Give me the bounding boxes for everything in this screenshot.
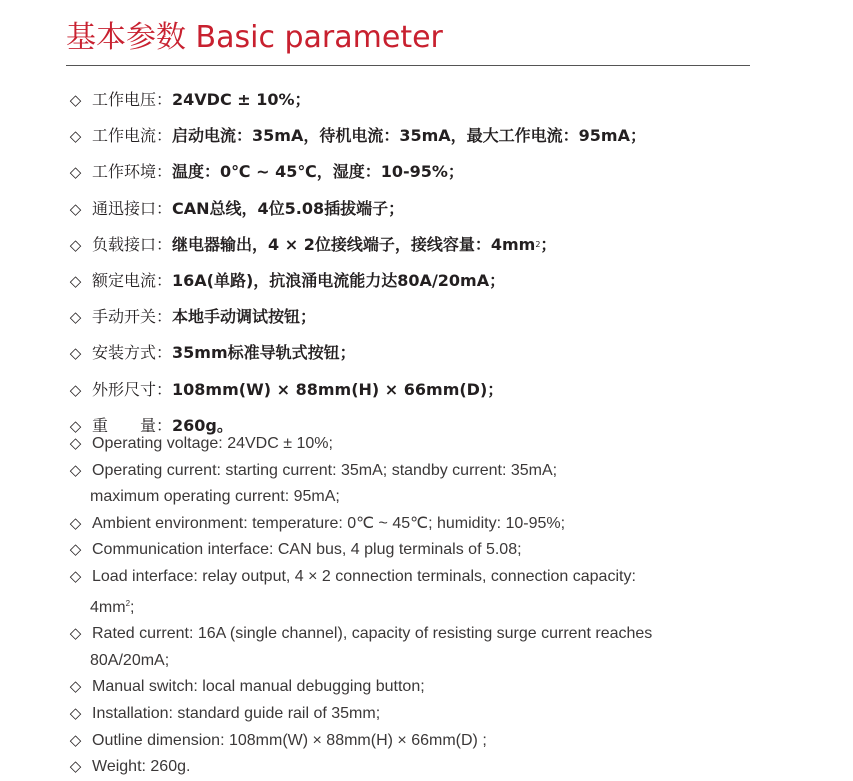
parameter-label: 负载接口： [92,234,173,254]
diamond-bullet-icon: ◇ [69,435,82,452]
parameter-value: 温度：0℃ ~ 45℃，湿度：10-95%； [172,162,464,182]
parameter-item-zh [68,299,768,335]
parameter-item-en [68,754,768,781]
diamond-bullet-icon: ◇ [69,416,82,435]
diamond-bullet-icon: ◇ [69,704,82,722]
parameter-item-zh [68,372,768,408]
superscript: 2 [535,239,541,249]
diamond-bullet-icon: ◇ [69,731,82,749]
parameter-text: Rated current: 16A (single channel), capacity of resisting surge current reaches [92,625,653,643]
parameter-item-en [68,537,768,564]
parameter-value: 本地手动调试按钮； [172,307,317,327]
parameter-label: 额定电流： [92,271,173,291]
title-divider [66,65,750,66]
parameter-text-line2: 80A/20mA; [90,651,170,669]
diamond-bullet-icon: ◇ [69,199,82,218]
parameter-value: 35mm标准导轨式按钮； [172,343,356,363]
diamond-bullet-icon: ◇ [69,380,82,399]
parameter-item-en [68,564,768,621]
parameter-text: Outline dimension: 108mm(W) × 88mm(H) × 66mm(D) ; [92,731,487,749]
parameter-label: 通迅接口： [92,198,173,218]
parameter-text: Manual switch: local manual debugging button; [92,678,425,696]
parameter-item-zh [68,82,768,118]
parameter-value: 16A(单路)，抗浪涌电流能力达80A/20mA； [172,271,506,291]
parameter-text-tail: ; [130,598,135,616]
parameter-text-continued [68,591,768,622]
parameter-text-line2: 4mm [90,598,126,616]
parameter-label: 重 量： [92,415,173,435]
parameter-item-en [68,458,768,511]
parameter-value-tail: ； [540,234,557,254]
chinese-parameter-list [68,82,768,444]
diamond-bullet-icon: ◇ [69,678,82,696]
diamond-bullet-icon: ◇ [69,127,82,146]
english-parameter-list [68,431,768,781]
parameter-label: 工作电压： [92,90,173,110]
parameter-item-zh [68,335,768,371]
parameter-text: Operating voltage: 24VDC ± 10%; [92,435,333,452]
diamond-bullet-icon: ◇ [69,758,82,776]
parameter-label: 手动开关： [92,307,173,327]
diamond-bullet-icon: ◇ [69,235,82,254]
diamond-bullet-icon: ◇ [69,272,82,291]
parameter-item-en [68,431,768,458]
parameter-text: Ambient environment: temperature: 0℃ ~ 45℃; humidity: 10-95%; [92,514,566,532]
diamond-bullet-icon: ◇ [69,541,82,559]
parameter-text: Installation: standard guide rail of 35mm; [92,704,381,722]
diamond-bullet-icon: ◇ [69,514,82,532]
parameter-value: 260g。 [172,415,233,435]
parameter-item-en [68,674,768,701]
parameter-value: 24VDC ± 10%； [172,90,311,110]
superscript: 2 [125,598,131,608]
parameter-text-continued [68,648,768,675]
parameter-text: Load interface: relay output, 4 × 2 connection terminals, connection capacity: [92,567,636,585]
parameter-value: 108mm(W) × 88mm(H) × 66mm(D)； [172,379,504,399]
parameter-label: 外形尺寸： [92,379,173,399]
parameter-label: 安装方式： [92,343,173,363]
diamond-bullet-icon: ◇ [69,308,82,327]
parameter-item-zh [68,191,768,227]
diamond-bullet-icon: ◇ [69,625,82,643]
parameter-item-zh [68,154,768,190]
parameter-value: CAN总线，4位5.08插拔端子； [172,198,405,218]
parameter-item-en [68,701,768,728]
parameter-text-continued [68,484,768,511]
diamond-bullet-icon: ◇ [69,461,82,479]
parameter-text: Operating current: starting current: 35mA; standby current: 35mA; [92,461,558,479]
diamond-bullet-icon: ◇ [69,344,82,363]
page-title: 基本参数 Basic parameter [66,20,443,55]
parameter-text-line2: maximum operating current: 95mA; [90,488,340,506]
parameter-label: 工作电流： [92,126,173,146]
diamond-bullet-icon: ◇ [69,567,82,585]
parameter-item-zh [68,227,768,263]
parameter-label: 工作环境： [92,162,173,182]
parameter-text: Communication interface: CAN bus, 4 plug terminals of 5.08; [92,541,522,559]
diamond-bullet-icon: ◇ [69,91,82,110]
parameter-item-en [68,728,768,755]
parameter-item-zh [68,118,768,154]
diamond-bullet-icon: ◇ [69,163,82,182]
parameter-text: Weight: 260g. [92,758,191,776]
parameter-value: 继电器输出，4 × 2位接线端子，接线容量：4mm [172,234,536,254]
parameter-item-zh [68,263,768,299]
parameter-item-en [68,621,768,674]
parameter-value: 启动电流：35mA，待机电流：35mA，最大工作电流：95mA； [172,126,646,146]
parameter-item-en [68,511,768,538]
